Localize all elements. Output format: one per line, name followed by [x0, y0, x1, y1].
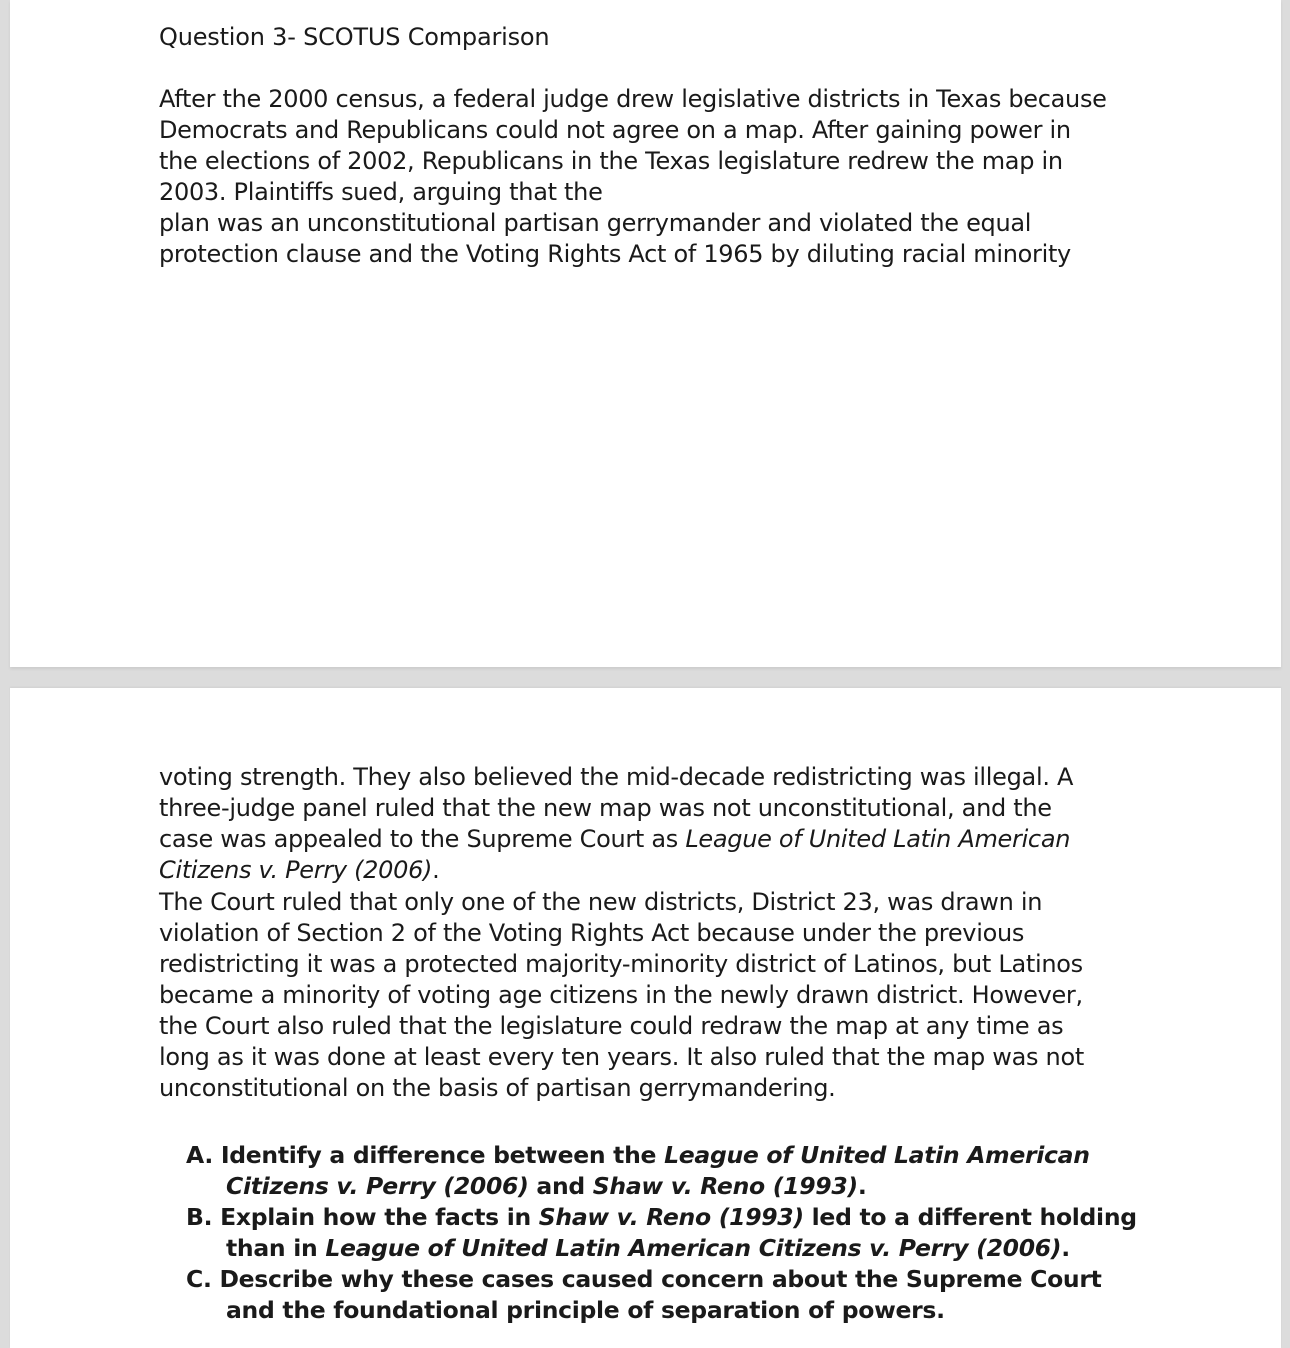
- case-name: Shaw v. Reno (1993): [592, 1172, 858, 1200]
- case-name: Citizens v. Perry (2006): [226, 1172, 529, 1200]
- text-line: plan was an unconstitutional partisan gerrymander and violated the equal: [159, 209, 1032, 237]
- case-name: League of United Latin American: [664, 1141, 1090, 1169]
- intro-paragraph: [159, 84, 1107, 270]
- text-line: The Court ruled that only one of the new districts, District 23, was drawn in: [159, 888, 1043, 916]
- text-segment: .: [432, 856, 440, 884]
- text-segment: .: [1061, 1234, 1070, 1262]
- text-line: unconstitutional on the basis of partisan gerrymandering.: [159, 1074, 836, 1102]
- text-segment: led to a different holding: [803, 1203, 1137, 1231]
- question-list: [186, 1140, 1137, 1326]
- text-line: C. Describe why these cases caused concern about the Supreme Court: [186, 1265, 1102, 1293]
- text-line: the Court also ruled that the legislature could redraw the map at any time as: [159, 1012, 1064, 1040]
- question-item-a: [186, 1140, 1137, 1202]
- case-name: League of United Latin American: [685, 825, 1071, 853]
- text-line: voting strength. They also believed the mid-decade redistricting was illegal. A: [159, 763, 1074, 791]
- text-line: protection clause and the Voting Rights Act of 1965 by diluting racial minority: [159, 240, 1071, 268]
- text-line: After the 2000 census, a federal judge drew legislative districts in Texas because: [159, 85, 1107, 113]
- document-page-2: [10, 688, 1281, 1348]
- case-history-paragraph: [159, 762, 1073, 886]
- text-line: [186, 1140, 1137, 1171]
- text-line: redistricting it was a protected majority-minority district of Latinos, but Latinos: [159, 950, 1083, 978]
- text-segment: A. Identify a difference between the: [186, 1141, 665, 1169]
- text-line: became a minority of voting age citizens in the newly drawn district. However,: [159, 981, 1083, 1009]
- question-heading: Question 3- SCOTUS Comparison: [159, 23, 550, 51]
- text-line: [186, 1171, 1137, 1202]
- text-line: 2003. Plaintiffs sued, arguing that the: [159, 178, 603, 206]
- question-item-c: [186, 1264, 1137, 1326]
- document-page-1: [10, 0, 1281, 667]
- case-name: Shaw v. Reno (1993): [538, 1203, 804, 1231]
- text-line: [186, 1233, 1137, 1264]
- case-name: League of United Latin American Citizens v. Perry (2006): [325, 1234, 1062, 1262]
- question-item-b: [186, 1202, 1137, 1264]
- text-line: and the foundational principle of separation of powers.: [226, 1296, 945, 1324]
- text-segment: .: [857, 1172, 867, 1200]
- court-ruling-paragraph: [159, 887, 1084, 1104]
- text-line: [186, 1202, 1137, 1233]
- text-line: three-judge panel ruled that the new map was not unconstitutional, and the: [159, 794, 1052, 822]
- text-line: [159, 855, 1073, 886]
- text-line: violation of Section 2 of the Voting Rights Act because under the previous: [159, 919, 1025, 947]
- text-segment: than in: [226, 1234, 326, 1262]
- text-segment: case was appealed to the Supreme Court as: [159, 825, 686, 853]
- text-line: long as it was done at least every ten years. It also ruled that the map was not: [159, 1043, 1084, 1071]
- text-line: [159, 824, 1073, 855]
- text-line: Democrats and Republicans could not agree on a map. After gaining power in: [159, 116, 1071, 144]
- case-name: Citizens v. Perry (2006): [159, 856, 433, 884]
- text-segment: and: [528, 1172, 593, 1200]
- text-line: the elections of 2002, Republicans in the Texas legislature redrew the map in: [159, 147, 1063, 175]
- text-segment: B. Explain how the facts in: [186, 1203, 539, 1231]
